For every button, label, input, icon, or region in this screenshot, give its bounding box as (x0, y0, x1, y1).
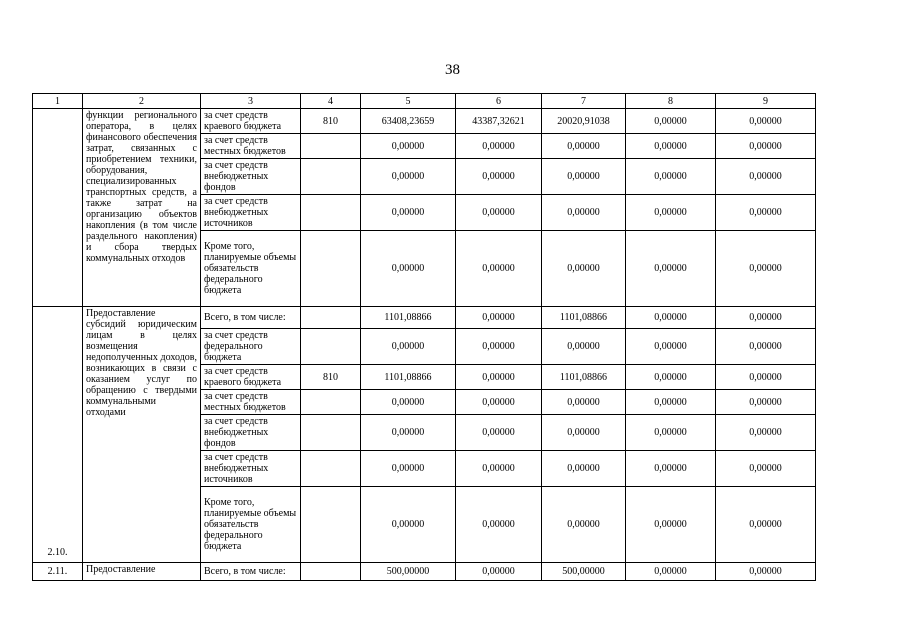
amount-cell: 0,00000 (456, 231, 542, 307)
table-row (33, 307, 816, 329)
funding-source: за счет средств местных бюджетов (201, 134, 301, 159)
amount-cell: 0,00000 (456, 390, 542, 415)
item-index (33, 109, 83, 307)
item-description (83, 307, 201, 563)
amount-cell: 0,00000 (626, 134, 716, 159)
item-index: 2.10. (33, 307, 83, 563)
amount-cell: 0,00000 (716, 195, 816, 231)
table-row (33, 109, 816, 134)
amount-cell: 0,00000 (456, 159, 542, 195)
amount-cell: 1101,08866 (542, 307, 626, 329)
amount-cell: 0,00000 (716, 365, 816, 390)
amount-cell: 0,00000 (542, 415, 626, 451)
header-row (33, 94, 816, 109)
amount-cell: 0,00000 (456, 365, 542, 390)
item-description (83, 563, 201, 581)
amount-cell: 0,00000 (716, 487, 816, 563)
header-cell: 7 (542, 94, 626, 109)
amount-cell: 0,00000 (716, 134, 816, 159)
funding-source: за счет средств внебюджетных источников (201, 451, 301, 487)
funding-source: Всего, в том числе: (201, 563, 301, 581)
amount-cell: 0,00000 (626, 487, 716, 563)
amount-cell: 0,00000 (716, 451, 816, 487)
amount-cell: 1101,08866 (542, 365, 626, 390)
amount-cell: 0,00000 (716, 329, 816, 365)
budget-code (301, 415, 361, 451)
funding-source: за счет средств краевого бюджета (201, 365, 301, 390)
funding-source: Всего, в том числе: (201, 307, 301, 329)
amount-cell: 63408,23659 (361, 109, 456, 134)
amount-cell: 0,00000 (626, 329, 716, 365)
amount-cell: 0,00000 (361, 231, 456, 307)
budget-code (301, 307, 361, 329)
budget-table (32, 93, 816, 581)
amount-cell: 0,00000 (361, 415, 456, 451)
amount-cell: 0,00000 (456, 451, 542, 487)
budget-code (301, 329, 361, 365)
amount-cell: 0,00000 (626, 195, 716, 231)
budget-code (301, 231, 361, 307)
item-index: 2.11. (33, 563, 83, 581)
amount-cell: 0,00000 (716, 563, 816, 581)
amount-cell: 500,00000 (542, 563, 626, 581)
item-description-text: Предоставление (86, 564, 156, 575)
funding-source: за счет средств внебюджетных источников (201, 195, 301, 231)
item-description-text: Предоставление субсидий юридическим лицам в целях возмещения недополученных доходов, возникающих в связи с оказанием услуг по обращению с твердыми коммунальными отходами (86, 308, 197, 418)
amount-cell: 0,00000 (361, 329, 456, 365)
amount-cell: 0,00000 (361, 159, 456, 195)
amount-cell: 0,00000 (716, 231, 816, 307)
budget-code (301, 390, 361, 415)
funding-source: за счет средств краевого бюджета (201, 109, 301, 134)
item-description (83, 109, 201, 307)
amount-cell: 0,00000 (716, 307, 816, 329)
amount-cell: 0,00000 (542, 487, 626, 563)
header-cell: 8 (626, 94, 716, 109)
amount-cell: 0,00000 (626, 415, 716, 451)
amount-cell: 0,00000 (626, 109, 716, 134)
funding-source: Кроме того, планируемые объемы обязательств федерального бюджета (201, 231, 301, 307)
item-description-text: функции регионального оператора, в целях финансового обеспечения затрат, связанных с приобретением техники, оборудования, специализированных транспортных средств, а также затрат на организацию объектов накопления (в том числе раздельного накопления) и сбора твердых коммунальных отходов (86, 110, 197, 264)
funding-source: за счет средств внебюджетных фондов (201, 415, 301, 451)
amount-cell: 0,00000 (456, 307, 542, 329)
amount-cell: 0,00000 (626, 231, 716, 307)
header-cell: 6 (456, 94, 542, 109)
budget-code: 810 (301, 365, 361, 390)
funding-source: Кроме того, планируемые объемы обязательств федерального бюджета (201, 487, 301, 563)
amount-cell: 0,00000 (716, 109, 816, 134)
amount-cell: 1101,08866 (361, 307, 456, 329)
amount-cell: 0,00000 (361, 451, 456, 487)
amount-cell: 0,00000 (716, 159, 816, 195)
amount-cell: 0,00000 (542, 390, 626, 415)
funding-source: за счет средств внебюджетных фондов (201, 159, 301, 195)
amount-cell: 0,00000 (716, 415, 816, 451)
amount-cell: 500,00000 (361, 563, 456, 581)
amount-cell: 0,00000 (456, 134, 542, 159)
amount-cell: 1101,08866 (361, 365, 456, 390)
amount-cell: 0,00000 (626, 307, 716, 329)
amount-cell: 0,00000 (456, 329, 542, 365)
amount-cell: 0,00000 (626, 159, 716, 195)
header-cell: 9 (716, 94, 816, 109)
header-cell: 4 (301, 94, 361, 109)
funding-source: за счет средств местных бюджетов (201, 390, 301, 415)
header-cell: 5 (361, 94, 456, 109)
amount-cell: 0,00000 (626, 390, 716, 415)
amount-cell: 0,00000 (542, 329, 626, 365)
budget-code (301, 451, 361, 487)
amount-cell: 0,00000 (456, 487, 542, 563)
amount-cell: 0,00000 (456, 415, 542, 451)
header-cell: 1 (33, 94, 83, 109)
amount-cell: 0,00000 (626, 563, 716, 581)
page-number: 38 (445, 62, 460, 78)
amount-cell: 0,00000 (716, 390, 816, 415)
table-row (33, 563, 816, 581)
amount-cell: 0,00000 (361, 390, 456, 415)
budget-code (301, 487, 361, 563)
budget-code (301, 159, 361, 195)
funding-source: за счет средств федерального бюджета (201, 329, 301, 365)
amount-cell: 0,00000 (456, 563, 542, 581)
amount-cell: 0,00000 (626, 451, 716, 487)
amount-cell: 0,00000 (361, 487, 456, 563)
header-cell: 3 (201, 94, 301, 109)
amount-cell: 20020,91038 (542, 109, 626, 134)
amount-cell: 0,00000 (626, 365, 716, 390)
amount-cell: 0,00000 (542, 134, 626, 159)
amount-cell: 0,00000 (542, 451, 626, 487)
budget-code: 810 (301, 109, 361, 134)
budget-code (301, 563, 361, 581)
amount-cell: 0,00000 (542, 231, 626, 307)
amount-cell: 0,00000 (456, 195, 542, 231)
budget-code (301, 134, 361, 159)
amount-cell: 0,00000 (542, 195, 626, 231)
header-cell: 2 (83, 94, 201, 109)
amount-cell: 43387,32621 (456, 109, 542, 134)
amount-cell: 0,00000 (361, 134, 456, 159)
budget-code (301, 195, 361, 231)
amount-cell: 0,00000 (361, 195, 456, 231)
amount-cell: 0,00000 (542, 159, 626, 195)
